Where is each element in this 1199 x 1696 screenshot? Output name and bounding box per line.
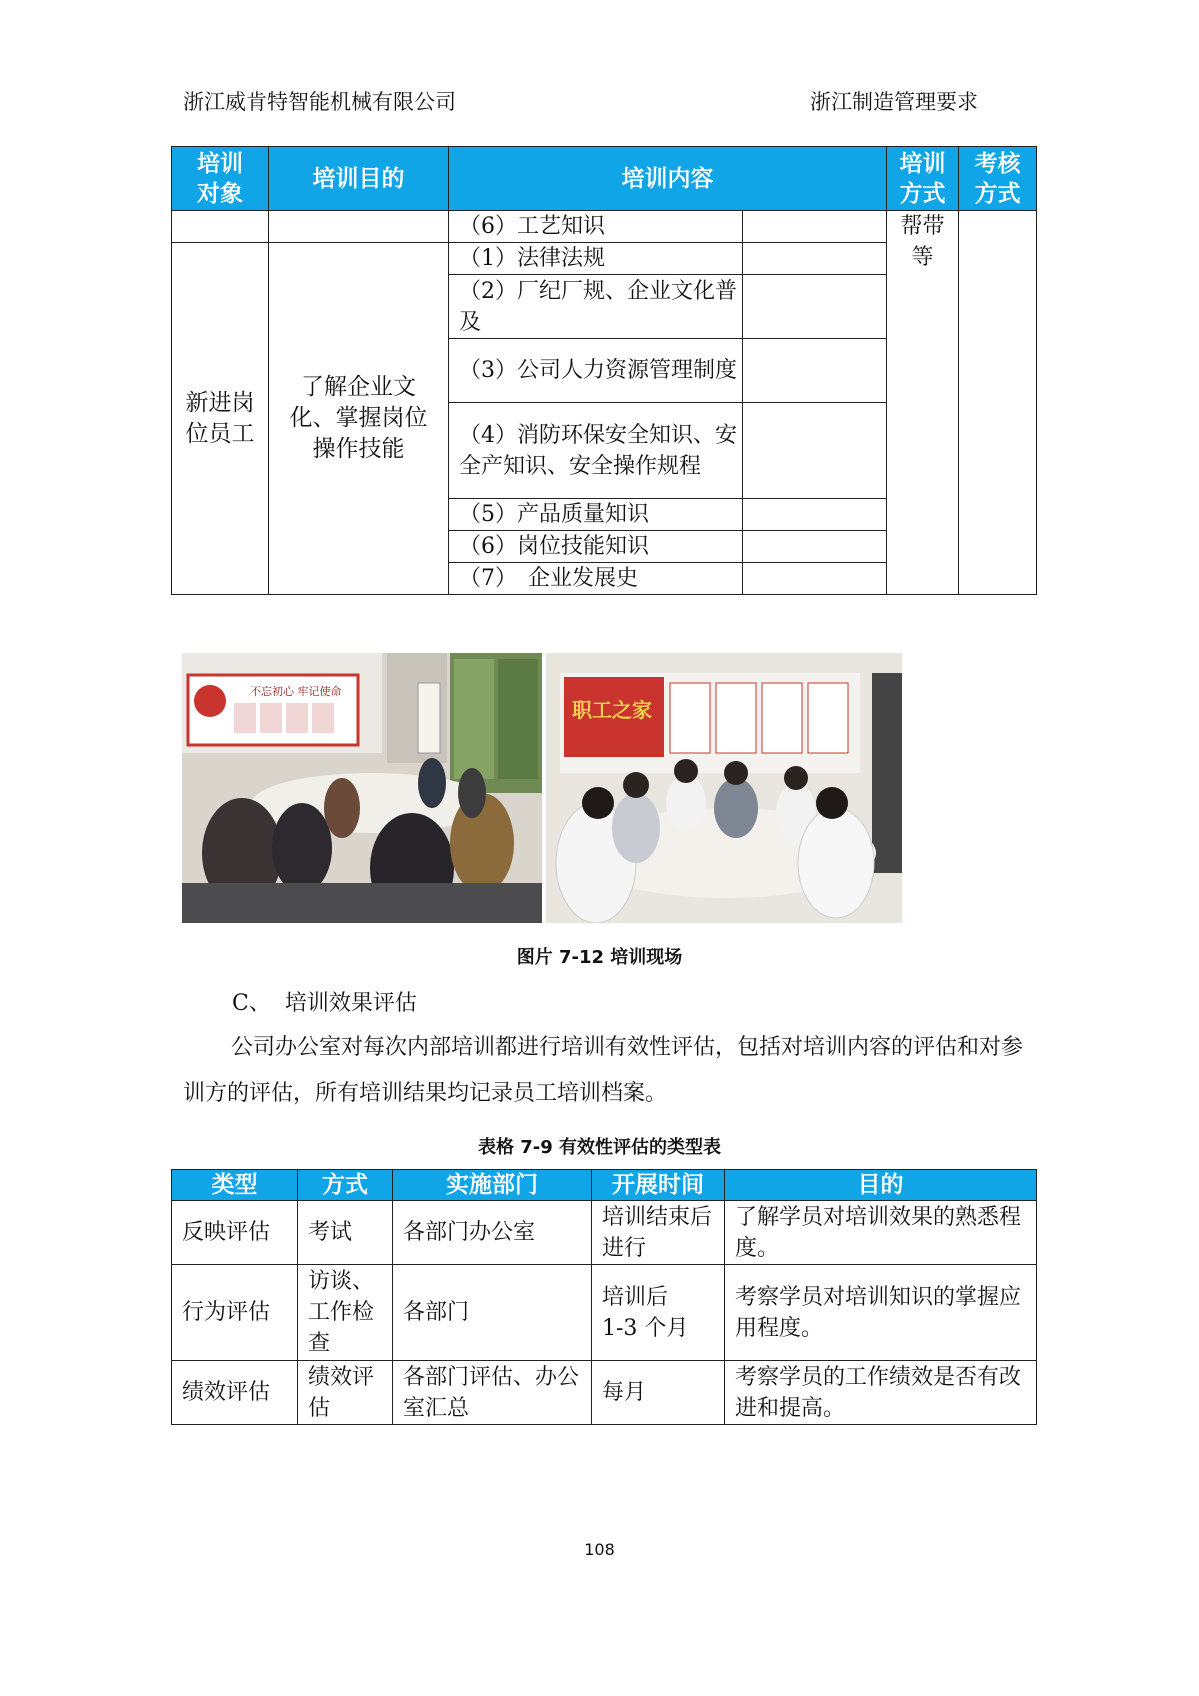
photo-training-room-left	[182, 653, 542, 923]
paragraph-text: 公司办公室对每次内部培训都进行培训有效性评估，包括对培训内容的评估和对参训方的评估，所有培训结果均记录员工培训档案。	[183, 1035, 1024, 1106]
body-paragraph	[183, 1025, 1043, 1117]
cell-empty	[172, 211, 269, 243]
training-photos	[182, 653, 902, 923]
header-company: 浙江威肯特智能机械有限公司	[183, 90, 456, 114]
th-target: 培训 对象	[172, 147, 269, 211]
method-cell: 帮带 等	[887, 211, 959, 595]
cell-empty	[269, 211, 449, 243]
cell-dept: 各部门	[393, 1265, 592, 1361]
cell-time: 培训结束后进行	[592, 1201, 725, 1265]
cell-dept: 各部门评估、办公室汇总	[393, 1361, 592, 1425]
assess-cell	[959, 211, 1037, 595]
cell-goal: 考察学员的工作绩效是否有改进和提高。	[725, 1361, 1037, 1425]
cell-empty	[743, 339, 887, 403]
th-assess: 考核 方式	[959, 147, 1037, 211]
content-item: （6）岗位技能知识	[449, 531, 743, 563]
cell-goal: 考察学员对培训知识的掌握应用程度。	[725, 1265, 1037, 1361]
purpose-cell: 了解企业文 化、掌握岗位 操作技能	[269, 243, 449, 595]
content-item: （1）法律法规	[449, 243, 743, 275]
th-goal: 目的	[725, 1170, 1037, 1201]
section-heading: C、 培训效果评估	[232, 991, 417, 1016]
content-item: （5）产品质量知识	[449, 499, 743, 531]
target-cell: 新进岗 位员工	[172, 243, 269, 595]
cell-type: 反映评估	[172, 1201, 298, 1265]
cell-empty	[743, 275, 887, 339]
cell-empty	[743, 403, 887, 499]
th-type: 类型	[172, 1170, 298, 1201]
training-table	[171, 146, 1037, 595]
evaluation-table	[171, 1169, 1037, 1425]
cell-way: 考试	[298, 1201, 393, 1265]
content-item: （6）工艺知识	[449, 211, 743, 243]
cell-empty	[743, 499, 887, 531]
th-method: 培训 方式	[887, 147, 959, 211]
content-item: （7） 企业发展史	[449, 563, 743, 595]
cell-empty	[743, 563, 887, 595]
cell-dept: 各部门办公室	[393, 1201, 592, 1265]
cell-type: 绩效评估	[172, 1361, 298, 1425]
th-dept: 实施部门	[393, 1170, 592, 1201]
cell-empty	[743, 531, 887, 563]
th-content: 培训内容	[449, 147, 887, 211]
header-doc-title: 浙江制造管理要求	[810, 90, 978, 114]
table-caption: 表格 7-9 有效性评估的类型表	[477, 1137, 722, 1158]
content-item: （4）消防环保安全知识、安全产知识、安全操作规程	[449, 403, 743, 499]
page-number: 108	[584, 1540, 615, 1559]
cell-way: 访谈、工作检查	[298, 1265, 393, 1361]
th-way: 方式	[298, 1170, 393, 1201]
th-time: 开展时间	[592, 1170, 725, 1201]
th-purpose: 培训目的	[269, 147, 449, 211]
cell-empty	[743, 211, 887, 243]
photo-banner-right: 职工之家	[572, 698, 652, 722]
cell-type: 行为评估	[172, 1265, 298, 1361]
cell-empty	[743, 243, 887, 275]
content-item: （2）厂纪厂规、企业文化普及	[449, 275, 743, 339]
photo-training-room-right	[546, 653, 902, 923]
cell-time: 每月	[592, 1361, 725, 1425]
photo-banner-left: 不忘初心 牢记使命	[250, 685, 342, 698]
cell-way: 绩效评估	[298, 1361, 393, 1425]
content-item: （3）公司人力资源管理制度	[449, 339, 743, 403]
figure-caption: 图片 7-12 培训现场	[516, 947, 683, 968]
cell-time: 培训后 1-3 个月	[592, 1265, 725, 1361]
cell-goal: 了解学员对培训效果的熟悉程度。	[725, 1201, 1037, 1265]
